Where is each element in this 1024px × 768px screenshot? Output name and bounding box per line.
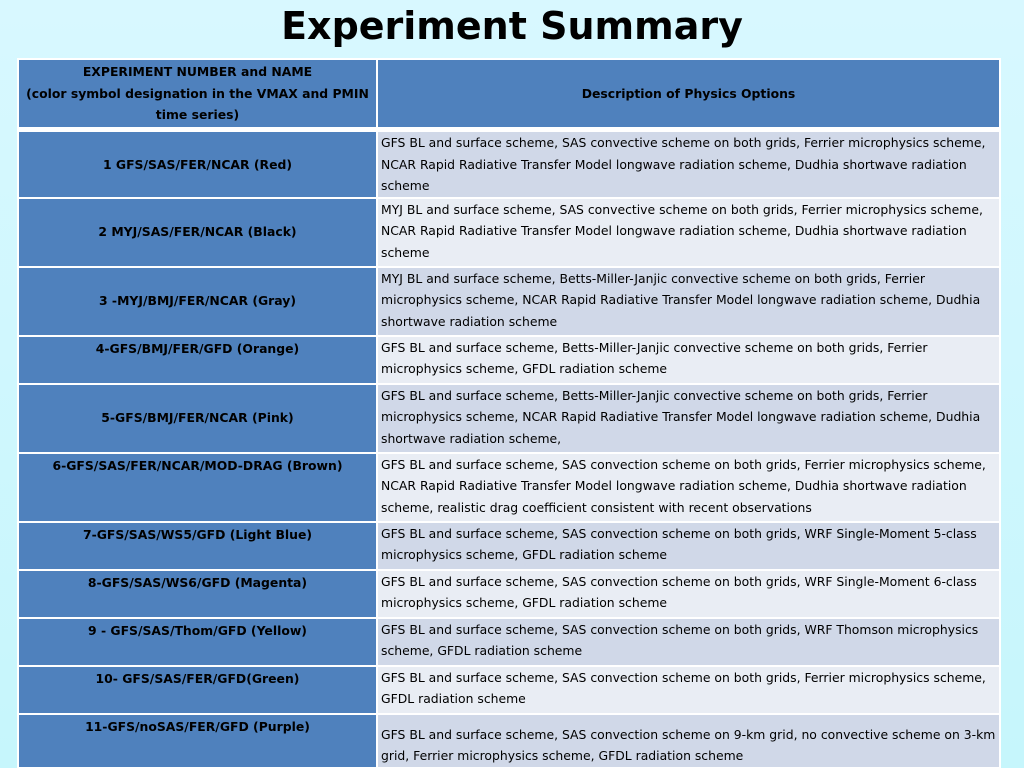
experiment-summary-table <box>17 58 1001 768</box>
experiment-name-cell: 7-GFS/SAS/WS5/GFD (Light Blue) <box>18 522 377 570</box>
table-row <box>18 198 1000 267</box>
physics-description-cell: GFS BL and surface scheme, SAS convection scheme on 9-km grid, no convective scheme on 3-km grid, Ferrier microphysics scheme, GFDL radiation scheme <box>377 714 1000 768</box>
header-experiment-name <box>18 59 377 130</box>
physics-description-cell: GFS BL and surface scheme, SAS convection scheme on both grids, Ferrier microphysics scheme, NCAR Rapid Radiative Transfer Model longwave radiation scheme, Dudhia shortwave radiation scheme, realistic drag coefficient consistent with recent observations <box>377 453 1000 522</box>
header-name-line: time series) <box>155 107 240 123</box>
table-row <box>18 336 1000 384</box>
table-row <box>18 130 1000 198</box>
physics-description-cell: GFS BL and surface scheme, Betts-Miller-Janjic convective scheme on both grids, Ferrier microphysics scheme, NCAR Rapid Radiative Transfer Model longwave radiation scheme, Dudhia shortwave radiation scheme, <box>377 384 1000 453</box>
experiment-name-cell: 2 MYJ/SAS/FER/NCAR (Black) <box>18 198 377 267</box>
header-description: Description of Physics Options <box>377 59 1000 130</box>
header-name-line: (color symbol designation in the VMAX and PMIN <box>26 85 369 101</box>
table-body <box>18 130 1000 768</box>
experiment-name-cell: 6-GFS/SAS/FER/NCAR/MOD-DRAG (Brown) <box>18 453 377 522</box>
table-row <box>18 618 1000 666</box>
physics-description-cell: GFS BL and surface scheme, SAS convection scheme on both grids, WRF Single-Moment 5-class microphysics scheme, GFDL radiation scheme <box>377 522 1000 570</box>
physics-description-cell: MYJ BL and surface scheme, Betts-Miller-Janjic convective scheme on both grids, Ferrier microphysics scheme, NCAR Rapid Radiative Transfer Model longwave radiation scheme, Dudhia shortwave radiation scheme <box>377 267 1000 336</box>
physics-description-cell: GFS BL and surface scheme, Betts-Miller-Janjic convective scheme on both grids, Ferrier microphysics scheme, GFDL radiation scheme <box>377 336 1000 384</box>
header-row <box>18 59 1000 130</box>
experiment-name-cell: 5-GFS/BMJ/FER/NCAR (Pink) <box>18 384 377 453</box>
experiment-name-cell: 9 - GFS/SAS/Thom/GFD (Yellow) <box>18 618 377 666</box>
table-row <box>18 570 1000 618</box>
physics-description-cell: GFS BL and surface scheme, SAS convection scheme on both grids, WRF Single-Moment 6-class microphysics scheme, GFDL radiation scheme <box>377 570 1000 618</box>
physics-description-cell: GFS BL and surface scheme, SAS convective scheme on both grids, Ferrier microphysics scheme, NCAR Rapid Radiative Transfer Model longwave radiation scheme, Dudhia shortwave radiation scheme <box>377 130 1000 198</box>
slide-title: Experiment Summary <box>281 4 743 48</box>
table-row <box>18 384 1000 453</box>
header-name-line: EXPERIMENT NUMBER and NAME <box>82 64 313 80</box>
experiment-name-cell: 10- GFS/SAS/FER/GFD(Green) <box>18 666 377 714</box>
physics-description-cell: MYJ BL and surface scheme, SAS convective scheme on both grids, Ferrier microphysics scheme, NCAR Rapid Radiative Transfer Model longwave radiation scheme, Dudhia shortwave radiation scheme <box>377 198 1000 267</box>
table-row <box>18 453 1000 522</box>
experiment-name-cell: 11-GFS/noSAS/FER/GFD (Purple) <box>18 714 377 768</box>
table-row <box>18 522 1000 570</box>
table-header <box>18 59 1000 130</box>
physics-description-cell: GFS BL and surface scheme, SAS convection scheme on both grids, Ferrier microphysics scheme, GFDL radiation scheme <box>377 666 1000 714</box>
experiment-name-cell: 3 -MYJ/BMJ/FER/NCAR (Gray) <box>18 267 377 336</box>
experiment-name-cell: 1 GFS/SAS/FER/NCAR (Red) <box>18 130 377 198</box>
experiment-name-cell: 8-GFS/SAS/WS6/GFD (Magenta) <box>18 570 377 618</box>
table-row <box>18 666 1000 714</box>
physics-description-cell: GFS BL and surface scheme, SAS convection scheme on both grids, WRF Thomson microphysics scheme, GFDL radiation scheme <box>377 618 1000 666</box>
table-row <box>18 714 1000 768</box>
experiment-name-cell: 4-GFS/BMJ/FER/GFD (Orange) <box>18 336 377 384</box>
table-row <box>18 267 1000 336</box>
